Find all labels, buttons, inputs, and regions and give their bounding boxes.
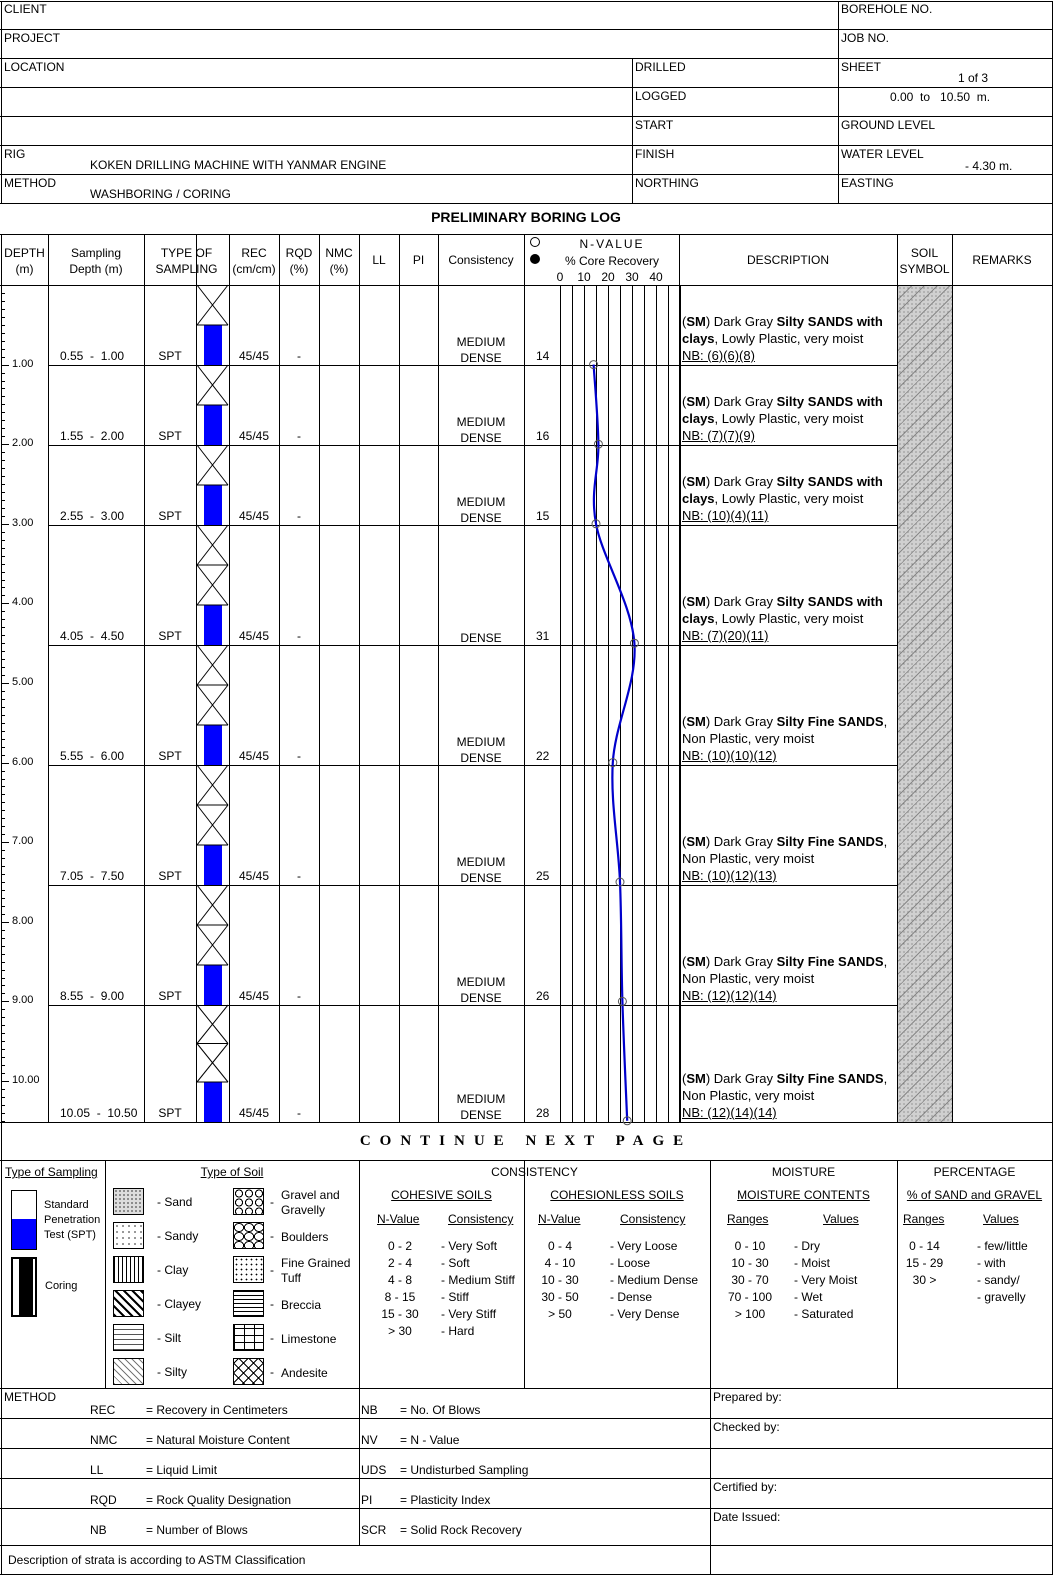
moisture-range: 10 - 30 xyxy=(731,1256,769,1270)
water-level-value: - 4.30 m. xyxy=(965,159,1013,173)
legend-moisture: MOISTURE xyxy=(771,1165,836,1179)
depth-label: 9.00 xyxy=(12,994,34,1006)
abbr-value: = Number of Blows xyxy=(146,1523,248,1537)
description-text: clays xyxy=(682,611,715,626)
sampler-gap xyxy=(197,605,204,645)
sample-consistency: MEDIUM DENSE xyxy=(456,975,506,1005)
description-text: , Lowly Plastic, very moist xyxy=(714,411,864,426)
sample-rqd: - xyxy=(297,1106,301,1120)
description-text: Silty SANDS with xyxy=(776,474,883,489)
description-text: ( xyxy=(682,1071,687,1086)
blow-count-text: NB: (6)(6)(8) xyxy=(682,348,755,363)
description-text: SM xyxy=(686,594,706,609)
description-text: ( xyxy=(682,474,687,489)
water-level-label: WATER LEVEL xyxy=(841,147,924,161)
sampler-gap xyxy=(197,965,204,1005)
sample-depth: 2.55 - 3.00 xyxy=(60,509,125,523)
description-text: Silty SANDS with xyxy=(776,314,883,329)
sample-rec: 45/45 xyxy=(238,749,270,763)
col-consistency: Consistency xyxy=(448,253,514,267)
footer-method-label: METHOD xyxy=(4,1390,56,1404)
sample-rqd: - xyxy=(297,869,301,883)
legend-cohesionless-consistency-hdr: Consistency xyxy=(620,1212,686,1226)
legend-dash: - xyxy=(270,1297,274,1311)
cohesive-n: 2 - 4 xyxy=(387,1256,412,1270)
legend-soil-sand: - Sand xyxy=(157,1195,193,1209)
certified-by-label: Certified by: xyxy=(713,1480,778,1494)
legend-cohesive: COHESIVE SOILS xyxy=(391,1188,492,1202)
legend-pct-title: % of SAND and GRAVEL xyxy=(906,1188,1043,1202)
legend-spt-label: Standard Penetration Test (SPT) xyxy=(44,1199,101,1241)
abbr-value: = Recovery in Centimeters xyxy=(146,1403,288,1417)
sample-rqd: - xyxy=(297,509,301,523)
description-text: SM xyxy=(686,314,706,329)
legend-soil-andesite: Andesite xyxy=(281,1366,328,1380)
pct-value: - with xyxy=(977,1256,1006,1270)
legend-pct-ranges-hdr: Ranges xyxy=(903,1212,945,1226)
sample-depth: 10.05 - 10.50 xyxy=(60,1106,138,1120)
depth-label: 6.00 xyxy=(12,756,34,768)
cohesive-n: > 30 xyxy=(388,1324,412,1338)
sample-type: SPT xyxy=(158,989,182,1003)
spt-sample-bar xyxy=(204,1082,222,1122)
sample-rec: 45/45 xyxy=(238,509,270,523)
description-text: Silty Fine SANDS xyxy=(776,1071,884,1086)
blow-count-text: NB: (10)(10)(12) xyxy=(682,748,777,763)
legend-cohesionless-nvalue-hdr: N-Value xyxy=(538,1212,581,1226)
description-text: , Lowly Plastic, very moist xyxy=(714,331,864,346)
spt-sample-bar xyxy=(204,725,222,765)
legend-moisture-contents: MOISTURE CONTENTS xyxy=(737,1188,870,1202)
blow-count-text: NB: (10)(12)(13) xyxy=(682,868,777,883)
sample-type: SPT xyxy=(158,429,182,443)
col-soil-symbol: SOIL SYMBOL xyxy=(899,246,950,276)
sample-rqd: - xyxy=(297,629,301,643)
sample-consistency: MEDIUM DENSE xyxy=(456,1092,506,1122)
abbr-value-2: = N - Value xyxy=(400,1433,460,1447)
astm-note: Description of strata is according to ASTM Classification xyxy=(8,1553,306,1567)
legend-pct-values-hdr: Values xyxy=(983,1212,1019,1226)
sampler-gap xyxy=(197,405,204,445)
description-text: ) Dark Gray xyxy=(705,834,777,849)
legend-type-sampling: Type of Sampling xyxy=(5,1165,98,1179)
depth-label: 7.00 xyxy=(12,835,34,847)
legend-soil-silt: - Silt xyxy=(157,1331,181,1345)
legend-coring-label: Coring xyxy=(45,1280,78,1292)
legend-soil-clay: - Clay xyxy=(157,1263,189,1277)
cohesionless-consistency: - Very Dense xyxy=(610,1307,680,1321)
description-text: SM xyxy=(686,954,706,969)
sample-type: SPT xyxy=(158,629,182,643)
col-description: DESCRIPTION xyxy=(746,253,829,267)
sample-rqd: - xyxy=(297,349,301,363)
cohesive-n: 4 - 8 xyxy=(387,1273,412,1287)
sample-rec: 45/45 xyxy=(238,629,270,643)
cohesive-n: 15 - 30 xyxy=(381,1307,419,1321)
sample-depth: 5.55 - 6.00 xyxy=(60,749,125,763)
spt-sample-bar xyxy=(204,485,222,525)
sampler-gap xyxy=(197,725,204,765)
description-text: SM xyxy=(686,394,706,409)
n-axis-tick-label: 30 xyxy=(625,270,639,284)
description-text: clays xyxy=(682,331,715,346)
n-value-curve xyxy=(594,365,635,1121)
description-text: clays xyxy=(682,491,715,506)
logged-label: LOGGED xyxy=(635,89,687,103)
legend-dash: - xyxy=(270,1195,274,1209)
moisture-value: - Moist xyxy=(794,1256,830,1270)
spt-sample-bar xyxy=(204,325,222,365)
cohesionless-consistency: - Dense xyxy=(610,1290,653,1304)
client-label: CLIENT xyxy=(4,2,47,16)
abbr-value-2: = Undisturbed Sampling xyxy=(400,1463,529,1477)
description-text: , Non Plastic, very moist xyxy=(682,714,888,746)
spt-sample-bar xyxy=(204,605,222,645)
moisture-range: 30 - 70 xyxy=(731,1273,769,1287)
depth-label: 3.00 xyxy=(12,517,34,529)
abbr-key: NB xyxy=(90,1523,107,1537)
description-text: Silty SANDS with xyxy=(776,394,883,409)
abbr-key: REC xyxy=(90,1403,116,1417)
description-text: , Lowly Plastic, very moist xyxy=(714,491,864,506)
sample-consistency: MEDIUM DENSE xyxy=(456,735,506,765)
description-text: ( xyxy=(682,314,687,329)
blow-count-text: NB: (10)(4)(11) xyxy=(682,508,769,523)
cohesionless-n: 30 - 50 xyxy=(541,1290,579,1304)
moisture-value: - Dry xyxy=(794,1239,820,1253)
abbr-value: = Liquid Limit xyxy=(146,1463,218,1477)
pct-value: - sandy/ xyxy=(977,1273,1020,1287)
moisture-value: - Wet xyxy=(794,1290,823,1304)
project-label: PROJECT xyxy=(4,31,61,45)
cohesive-consistency: - Hard xyxy=(441,1324,475,1338)
col-remarks: REMARKS xyxy=(972,253,1032,267)
continue-next-page: CONTINUE NEXT PAGE xyxy=(359,1133,693,1149)
abbr-key: LL xyxy=(90,1463,104,1477)
sheet-label: SHEET xyxy=(841,60,882,74)
cohesive-consistency: - Very Soft xyxy=(441,1239,498,1253)
n-axis-tick-label: 0 xyxy=(556,270,564,284)
col-depth: DEPTH (m) xyxy=(4,246,45,276)
legend-dash: - xyxy=(270,1331,274,1345)
date-issued-label: Date Issued: xyxy=(713,1510,781,1524)
legend-moisture-ranges-hdr: Ranges xyxy=(727,1212,769,1226)
moisture-range: 0 - 10 xyxy=(734,1239,766,1253)
sample-type: SPT xyxy=(158,869,182,883)
cohesionless-n: > 50 xyxy=(548,1307,572,1321)
sample-rqd: - xyxy=(297,429,301,443)
legend-type-soil: Type of Soil xyxy=(200,1165,264,1179)
sample-type: SPT xyxy=(158,509,182,523)
depth-label: 10.00 xyxy=(12,1074,40,1086)
abbr-key-2: SCR xyxy=(361,1523,387,1537)
legend-cohesive-nvalue-hdr: N-Value xyxy=(377,1212,420,1226)
sample-type: SPT xyxy=(158,349,182,363)
sample-rec: 45/45 xyxy=(238,429,270,443)
description-text: Silty SANDS with xyxy=(776,594,883,609)
description-text: ( xyxy=(682,594,687,609)
log-title: PRELIMINARY BORING LOG xyxy=(431,209,621,225)
description-text: ) Dark Gray xyxy=(705,1071,777,1086)
sample-consistency: MEDIUM DENSE xyxy=(456,855,506,885)
sample-type: SPT xyxy=(158,1106,182,1120)
description-text: ( xyxy=(682,394,687,409)
description-text: Silty Fine SANDS xyxy=(776,714,884,729)
col-pi: PI xyxy=(412,253,425,267)
description-text: ) Dark Gray xyxy=(705,314,777,329)
cohesive-consistency: - Stiff xyxy=(441,1290,469,1304)
description-text: ) Dark Gray xyxy=(705,474,777,489)
easting-label: EASTING xyxy=(841,176,894,190)
cohesionless-n: 4 - 10 xyxy=(544,1256,576,1270)
description-text: ) Dark Gray xyxy=(705,394,777,409)
pct-value: - few/little xyxy=(977,1239,1028,1253)
sample-rqd: - xyxy=(297,989,301,1003)
depth-label: 5.00 xyxy=(12,676,34,688)
spt-sample-bar xyxy=(204,965,222,1005)
moisture-range: 70 - 100 xyxy=(727,1290,773,1304)
col-core-recovery: % Core Recovery xyxy=(564,254,660,268)
legend-soil-tuff: Fine Grained Tuff xyxy=(281,1256,351,1285)
col-nmc: NMC (%) xyxy=(325,246,353,276)
n-axis-tick-label: 40 xyxy=(649,270,663,284)
legend-dash: - xyxy=(270,1229,274,1243)
finish-label: FINISH xyxy=(635,147,675,161)
start-label: START xyxy=(635,118,674,132)
spt-sample-bar xyxy=(204,405,222,445)
depth-label: 4.00 xyxy=(12,596,34,608)
sample-consistency: DENSE xyxy=(460,631,502,645)
blow-count-text: NB: (12)(12)(14) xyxy=(682,988,777,1003)
sampler-gap xyxy=(197,485,204,525)
legend-soil-breccia: Breccia xyxy=(281,1298,322,1312)
legend-dash: - xyxy=(270,1365,274,1379)
abbr-value-2: = Plasticity Index xyxy=(400,1493,491,1507)
legend-soil-boulders: Boulders xyxy=(281,1230,329,1244)
sheet-value: 1 of 3 xyxy=(958,71,989,85)
cohesive-consistency: - Soft xyxy=(441,1256,470,1270)
abbr-key: NMC xyxy=(90,1433,118,1447)
sample-depth: 7.05 - 7.50 xyxy=(60,869,125,883)
rig-label: RIG xyxy=(4,147,26,161)
abbr-key: RQD xyxy=(90,1493,117,1507)
sample-n-value: 31 xyxy=(536,629,550,643)
location-label: LOCATION xyxy=(4,60,65,74)
col-rqd: RQD (%) xyxy=(285,246,313,276)
spt-sample-bar xyxy=(204,845,222,885)
description-text: , Non Plastic, very moist xyxy=(682,834,888,866)
cohesionless-consistency: - Medium Dense xyxy=(610,1273,699,1287)
description-text: ( xyxy=(682,954,687,969)
legend-cohesionless: COHESIONLESS SOILS xyxy=(550,1188,684,1202)
col-n-value: N-VALUE xyxy=(579,237,645,251)
cohesionless-n: 0 - 4 xyxy=(547,1239,572,1253)
description-text: , Non Plastic, very moist xyxy=(682,954,888,986)
description-text: ) Dark Gray xyxy=(705,714,777,729)
method-label: METHOD xyxy=(4,176,56,190)
sample-consistency: MEDIUM DENSE xyxy=(456,415,506,445)
blow-count-text: NB: (7)(7)(9) xyxy=(682,428,755,443)
legend-moisture-values-hdr: Values xyxy=(823,1212,859,1226)
cohesionless-consistency: - Loose xyxy=(610,1256,651,1270)
sample-n-value: 28 xyxy=(536,1106,550,1120)
checked-by-label: Checked by: xyxy=(713,1420,780,1434)
legend-consistency: CONSISTENCY xyxy=(491,1165,578,1179)
sample-type: SPT xyxy=(158,749,182,763)
sampler-gap xyxy=(197,845,204,885)
legend-soil-gravel: Gravel and Gravelly xyxy=(281,1188,340,1217)
description-text: , Non Plastic, very moist xyxy=(682,1071,888,1103)
sample-rec: 45/45 xyxy=(238,869,270,883)
sample-rqd: - xyxy=(297,749,301,763)
abbr-key-2: NB xyxy=(361,1403,378,1417)
moisture-value: - Saturated xyxy=(794,1307,854,1321)
sample-rec: 45/45 xyxy=(238,349,270,363)
rig-value: KOKEN DRILLING MACHINE WITH YANMAR ENGINE xyxy=(90,158,387,172)
cohesionless-n: 10 - 30 xyxy=(541,1273,579,1287)
description-text: Silty Fine SANDS xyxy=(776,834,884,849)
description-text: SM xyxy=(686,714,706,729)
legend-percentage: PERCENTAGE xyxy=(933,1165,1016,1179)
blow-count-text: NB: (7)(20)(11) xyxy=(682,628,769,643)
depth-range-value: 0.00 to 10.50 m. xyxy=(890,90,991,104)
depth-label: 1.00 xyxy=(12,358,34,370)
depth-label: 2.00 xyxy=(12,437,34,449)
cohesionless-consistency: - Very Loose xyxy=(610,1239,678,1253)
description-text: ( xyxy=(682,714,687,729)
abbr-key-2: NV xyxy=(361,1433,378,1447)
abbr-key-2: PI xyxy=(361,1493,373,1507)
blow-count-text: NB: (12)(14)(14) xyxy=(682,1105,777,1120)
job-label: JOB NO. xyxy=(841,31,890,45)
abbr-value: = Natural Moisture Content xyxy=(146,1433,290,1447)
description-text: ) Dark Gray xyxy=(705,594,777,609)
legend-soil-limestone: Limestone xyxy=(281,1332,337,1346)
cohesive-n: 8 - 15 xyxy=(384,1290,416,1304)
sampler-gap xyxy=(197,325,204,365)
description-text: ( xyxy=(682,834,687,849)
n-axis-tick-label: 20 xyxy=(601,270,615,284)
cohesive-consistency: - Very Stiff xyxy=(441,1307,497,1321)
sample-consistency: MEDIUM DENSE xyxy=(456,495,506,525)
sample-n-value: 26 xyxy=(536,989,550,1003)
sample-n-value: 14 xyxy=(536,349,550,363)
legend-soil-clayey: - Clayey xyxy=(157,1297,202,1311)
sample-depth: 8.55 - 9.00 xyxy=(60,989,125,1003)
description-text: SM xyxy=(686,474,706,489)
moisture-range: > 100 xyxy=(734,1307,766,1321)
abbr-value: = Rock Quality Designation xyxy=(146,1493,292,1507)
description-text: ) Dark Gray xyxy=(705,954,777,969)
pct-range: 15 - 29 xyxy=(905,1256,944,1270)
borehole-label: BOREHOLE NO. xyxy=(841,2,933,16)
n-axis-tick-label: 10 xyxy=(577,270,591,284)
northing-label: NORTHING xyxy=(635,176,699,190)
col-rec: REC (cm/cm) xyxy=(232,246,276,276)
sample-n-value: 16 xyxy=(536,429,550,443)
sample-n-value: 25 xyxy=(536,869,550,883)
col-ll: LL xyxy=(372,253,386,267)
legend-soil-silty: - Silty xyxy=(157,1365,187,1379)
pct-range: 0 - 14 xyxy=(909,1239,940,1253)
pct-range: 30 > xyxy=(912,1273,937,1287)
method-value: WASHBORING / CORING xyxy=(90,187,231,201)
sampler-gap xyxy=(197,1082,204,1122)
sample-depth: 1.55 - 2.00 xyxy=(60,429,125,443)
description-text: SM xyxy=(686,1071,706,1086)
abbr-value-2: = No. Of Blows xyxy=(400,1403,481,1417)
cohesive-n: 0 - 2 xyxy=(387,1239,412,1253)
depth-label: 8.00 xyxy=(12,915,34,927)
ground-level-label: GROUND LEVEL xyxy=(841,118,936,132)
prepared-by-label: Prepared by: xyxy=(713,1390,782,1404)
drilled-label: DRILLED xyxy=(635,60,686,74)
description-text: clays xyxy=(682,411,715,426)
col-sampling-depth: Sampling Depth (m) xyxy=(69,246,123,276)
legend-dash: - xyxy=(270,1263,274,1277)
sample-rec: 45/45 xyxy=(238,1106,270,1120)
sample-rec: 45/45 xyxy=(238,989,270,1003)
sample-depth: 0.55 - 1.00 xyxy=(60,349,125,363)
description-text: , Lowly Plastic, very moist xyxy=(714,611,864,626)
col-type-of-sampling: TYPE OF SAMPLING xyxy=(155,246,218,276)
sample-depth: 4.05 - 4.50 xyxy=(60,629,125,643)
cohesive-consistency: - Medium Stiff xyxy=(441,1273,515,1287)
legend-soil-sandy: - Sandy xyxy=(157,1229,199,1243)
legend-cohesive-consistency-hdr: Consistency xyxy=(448,1212,514,1226)
moisture-value: - Very Moist xyxy=(794,1273,858,1287)
sample-n-value: 22 xyxy=(536,749,550,763)
abbr-value-2: = Solid Rock Recovery xyxy=(400,1523,522,1537)
description-text: Silty Fine SANDS xyxy=(776,954,884,969)
sample-n-value: 15 xyxy=(536,509,550,523)
pct-value: - gravelly xyxy=(977,1290,1026,1304)
description-text: SM xyxy=(686,834,706,849)
sample-consistency: MEDIUM DENSE xyxy=(456,335,506,365)
abbr-key-2: UDS xyxy=(361,1463,387,1477)
